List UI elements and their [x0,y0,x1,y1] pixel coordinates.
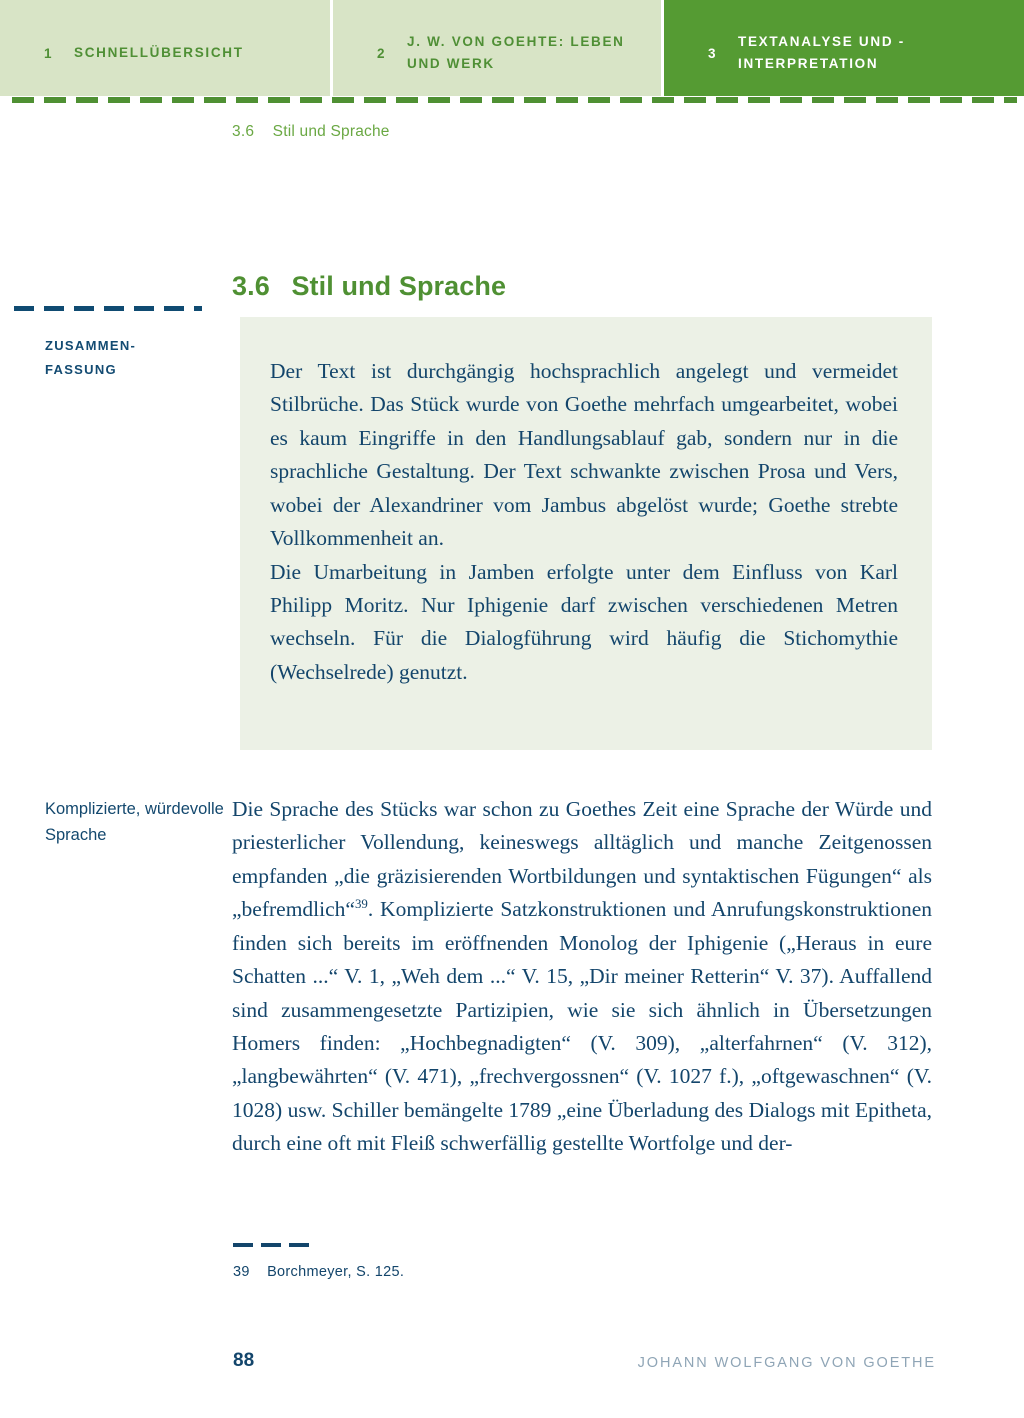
breadcrumb [232,123,390,141]
body-text-after-footnote: . Komplizierte Satzkonstruktionen und Anrufungskonstruktionen finden sich bereits im eröffnenden Monolog der Iphigenie („Heraus in eure Schatten ...“ V. 1, „Weh dem ...“ V. 15, „Dir meiner Retterin“ V. 37). Auffallend sind zusammengesetzte Partizipien, wie sie sich ähnlich in Übersetzungen Homers finden: „Hochbegnadigten“ (V. 309), „alterfahrnen“ (V. 312), „langbewährten“ (V. 471), „frechvergossnen“ (V. 1027 f.), „oftgewaschnen“ (V. 1028) usw. Schiller bemängelte 1789 „eine Überladung des Dialogs mit Epitheta, durch eine oft mit Fleiß schwerfällig gestellte Wortfolge und der- [232,897,932,1156]
footnote-separator-rule [233,1243,311,1247]
chapter-tab-3-number: 3 [708,45,718,61]
chapter-tab-3-label-line2: -INTERPRETATION [738,33,905,71]
page-number: 88 [233,1350,255,1371]
breadcrumb-number: 3.6 [232,123,255,140]
chapter-tab-2-label [407,31,661,76]
chapter-tab-3-active[interactable] [664,0,1024,96]
chapter-tab-2-label-line2: LEBEN UND WERK [407,33,625,71]
header-dashed-rule [12,97,1017,103]
summary-marker-label-line2: FASSUNG [45,362,117,378]
page-title [232,271,506,302]
footer-book-title: JOHANN WOLFGANG VON GOETHE [637,1355,936,1371]
summary-marker-dashed-rule [14,306,202,311]
breadcrumb-label: Stil und Sprache [272,123,390,140]
chapter-tab-bar [0,0,1024,96]
chapter-tab-2-number: 2 [377,45,387,61]
footnote [233,1264,404,1280]
chapter-tab-2-label-line1: J. W. VON GOEHTE: [407,33,565,49]
page-title-label: Stil und Sprache [291,271,507,302]
footnote-reference-marker[interactable]: 39 [354,897,368,912]
summary-marker-label [45,334,230,382]
page-title-number: 3.6 [232,271,270,302]
body-paragraph [232,793,932,1161]
summary-marker-label-line1: ZUSAMMEN- [45,338,137,353]
chapter-tab-1-label: SCHNELLÜBERSICHT [74,44,244,60]
chapter-tab-3-label-line1: TEXTANALYSE UND [738,33,894,49]
summary-paragraph-1: Der Text ist durchgängig hochsprachlich angelegt und vermeidet Stilbrüche. Das Stück wurde von Goethe mehrfach umgearbeitet, wobei es kaum Eingriffe in den Handlungsablauf gab, sondern nur in die sprachliche Gestaltung. Der Text schwankte zwischen Prosa und Vers, wobei der Alexandriner vom Jambus abgelöst wurde; Goethe strebte Vollkommenheit an. [270,359,898,551]
chapter-tab-3-label [738,31,1024,76]
chapter-tab-2[interactable] [333,0,661,96]
footnote-number: 39 [233,1264,250,1280]
body-text-block [232,793,932,1161]
margin-note: Komplizierte, würdevolle Sprache [45,800,224,844]
chapter-tab-1-number: 1 [44,45,54,61]
body-text-before-footnote: Die Sprache des Stücks war schon zu Goethes Zeit eine Sprache der Würde und priesterlicher Vollendung, keineswegs alltäglich und manche Zeitgenossen empfanden „die gräzisierenden Wortbildungen und syntaktischen Fügungen“ als „befremdlich“ [232,797,932,922]
chapter-tab-1[interactable] [0,0,330,96]
footnote-text: Borchmeyer, S. 125. [267,1264,405,1280]
summary-box [240,317,932,750]
summary-paragraph-2: Die Umarbeitung in Jamben erfolgte unter dem Einfluss von Karl Philipp Moritz. Nur Iphigenie darf zwischen verschiedenen Metren wechseln. Für die Dialogführung wird häufig die Stichomythie (Wechselrede) genutzt. [270,559,898,684]
